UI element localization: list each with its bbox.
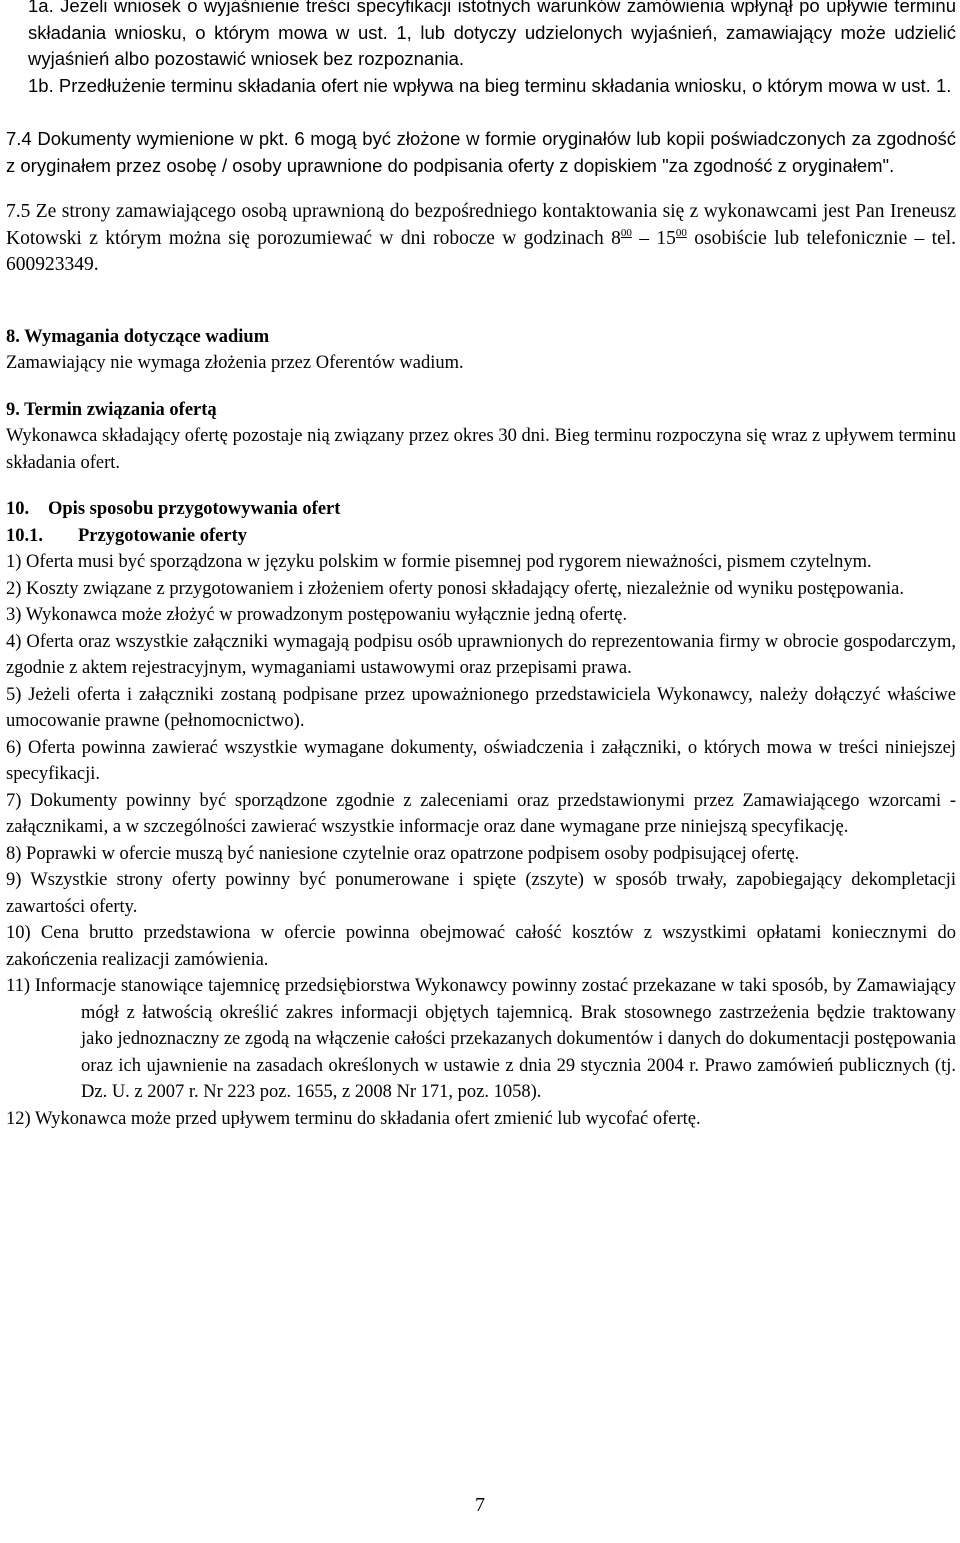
section-10: [6, 496, 956, 1132]
time-superscript-1: 00: [620, 226, 632, 239]
section-8-heading: 8. Wymagania dotyczące wadium: [6, 326, 270, 347]
list-item-12: 12) Wykonawca może przed upływem terminu do składania ofert zmienić lub wycofać ofertę.: [6, 1108, 701, 1129]
paragraph-1a: 1a. Jeżeli wniosek o wyjaśnienie treści specyfikacji istotnych warunków zamówienia wpłynął po upływie terminu składania wniosku, o którym mowa w ust. 1, lub dotyczy udzielonych wyjaśnień, zamawiający może udzielić wyjaśnień albo pozostawić wniosek bez rozpoznania.: [28, 0, 956, 69]
list-item-4: 4) Oferta oraz wszystkie załączniki wymagają podpisu osób uprawnionych do reprezentowania firmy w obrocie gospodarczym, zgodnie z aktem rejestracyjnym, wymaganiami ustawowymi oraz przepisami prawa.: [6, 631, 956, 678]
section-10-heading: [6, 496, 956, 523]
list-item-8: 8) Poprawki w ofercie muszą być naniesione czytelnie oraz opatrzone podpisem osoby podpisującej ofertę.: [6, 843, 800, 864]
list-item-5: 5) Jeżeli oferta i załączniki zostaną podpisane przez upoważnionego przedstawiciela Wykonawcy, należy dołączyć właściwe umocowanie prawne (pełnomocnictwo).: [6, 684, 956, 731]
list-item-7: 7) Dokumenty powinny być sporządzone zgodnie z zaleceniami oraz przedstawionymi przez Zamawiającego wzorcami - załącznikami, a w szczególności zawierać wszystkie informacje oraz dane wymagane prze niniejszą specyfikację.: [6, 790, 956, 837]
paragraph-7-5-text-3: osobiście lub telefonicznie – tel. 600923349.: [6, 227, 957, 275]
list-item-1: 1) Oferta musi być sporządzona w języku polskim w formie pisemnej pod rygorem nieważności, pismem czytelnym.: [6, 552, 872, 572]
section-9-heading: 9. Termin związania ofertą: [6, 399, 217, 420]
time-superscript-2: 00: [675, 226, 687, 239]
list-item-3: 3) Wykonawca może złożyć w prowadzonym postępowaniu wyłącznie jedną ofertę.: [6, 605, 628, 625]
section-10-1-title: Przygotowanie oferty: [78, 525, 248, 546]
section-10-title: Opis sposobu przygotowywania ofert: [48, 499, 341, 519]
list-item-10: 10) Cena brutto przedstawiona w ofercie powinna obejmować całość kosztów z wszystkimi opłatami koniecznymi do zakończenia realizacji zamówienia.: [6, 923, 956, 970]
paragraph-7-4: 7.4 Dokumenty wymienione w pkt. 6 mogą być złożone w formie oryginałów lub kopii poświadczonych za zgodność z oryginałem przez osobę / osoby uprawnione do podpisania oferty z dopiskiem "za zgodność z oryginałem".: [6, 128, 956, 176]
section-8: [6, 324, 956, 377]
section-8-body: Zamawiający nie wymaga złożenia przez Oferentów wadium.: [6, 353, 464, 373]
list-item-2: 2) Koszty związane z przygotowaniem i złożeniem oferty ponosi składający ofertę, niezależnie od wyniku postępowania.: [6, 578, 904, 599]
paragraph-7-5-text-1: 7.5 Ze strony zamawiającego osobą uprawnioną do bezpośredniego kontaktowania się z wykonawcami jest Pan Ireneusz Kotowski z którym można się porozumiewać w dni robocze w godzinach 8: [6, 201, 956, 249]
page-number: 7: [475, 1494, 485, 1516]
section-10-1-number: 10.1.: [6, 525, 43, 546]
section-9-body: Wykonawca składający ofertę pozostaje nią związany przez okres 30 dni. Bieg terminu rozpoczyna się wraz z upływem terminu składania ofert.: [6, 426, 956, 473]
section-9: [6, 397, 956, 477]
paragraph-1b: 1b. Przedłużenie terminu składania ofert nie wpływa na bieg terminu składania wniosku, o którym mowa w ust. 1.: [28, 74, 952, 96]
paragraph-7-5: [6, 199, 956, 279]
section-10-number: 10.: [6, 499, 30, 519]
list-item-9: 9) Wszystkie strony oferty powinny być ponumerowane i spięte (zszyte) w sposób trwały, zapobiegający dekompletacji zawartości oferty.: [6, 870, 956, 917]
list-item-6: 6) Oferta powinna zawierać wszystkie wymagane dokumenty, oświadczenia i załączniki, o których mowa w treści niniejszej specyfikacji.: [6, 737, 956, 784]
section-10-1-heading: [6, 523, 956, 550]
paragraph-7-5-text-2: – 15: [631, 227, 676, 249]
list-item-11: 11) Informacje stanowiące tajemnicę przedsiębiorstwa Wykonawcy powinny zostać przekazane w taki sposób, by Zamawiający mógł z łatwością określić zakres informacji objętych tajemnicą. Brak stosownego zastrzeżenia będzie traktowany jako jednoznaczny ze zgodą na włączenie całości przekazanych dokumentów i danych do dokumentacji postępowania oraz ich ujawnienie na zasadach określonych w ustawie z dnia 29 stycznia 2004 r. Prawo zamówień publicznych (tj. Dz. U. z 2007 r. Nr 223 poz. 1655, z 2008 Nr 171, poz. 1058).: [6, 976, 956, 1102]
